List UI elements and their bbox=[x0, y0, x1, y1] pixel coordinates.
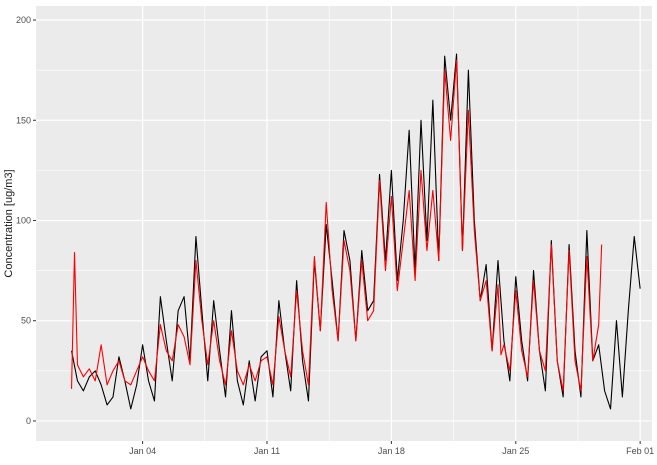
x-axis-ticks bbox=[143, 441, 641, 444]
y-axis-ticks bbox=[33, 20, 36, 421]
y-tick-label: 100 bbox=[15, 215, 31, 226]
y-axis-title: Concentration [ug/m3] bbox=[3, 169, 15, 278]
y-tick-label: 0 bbox=[25, 415, 31, 426]
x-tick-label: Jan 11 bbox=[253, 446, 281, 456]
x-axis-tick-labels bbox=[129, 446, 654, 456]
y-tick-label: 50 bbox=[20, 315, 31, 326]
x-tick-label: Feb 01 bbox=[626, 446, 655, 456]
x-tick-label: Jan 04 bbox=[129, 446, 157, 456]
y-axis-tick-labels bbox=[16, 15, 31, 426]
y-tick-label: 200 bbox=[15, 15, 31, 26]
y-tick-label: 150 bbox=[15, 115, 31, 126]
x-tick-label: Jan 18 bbox=[377, 446, 405, 456]
x-tick-label: Jan 25 bbox=[502, 446, 530, 456]
